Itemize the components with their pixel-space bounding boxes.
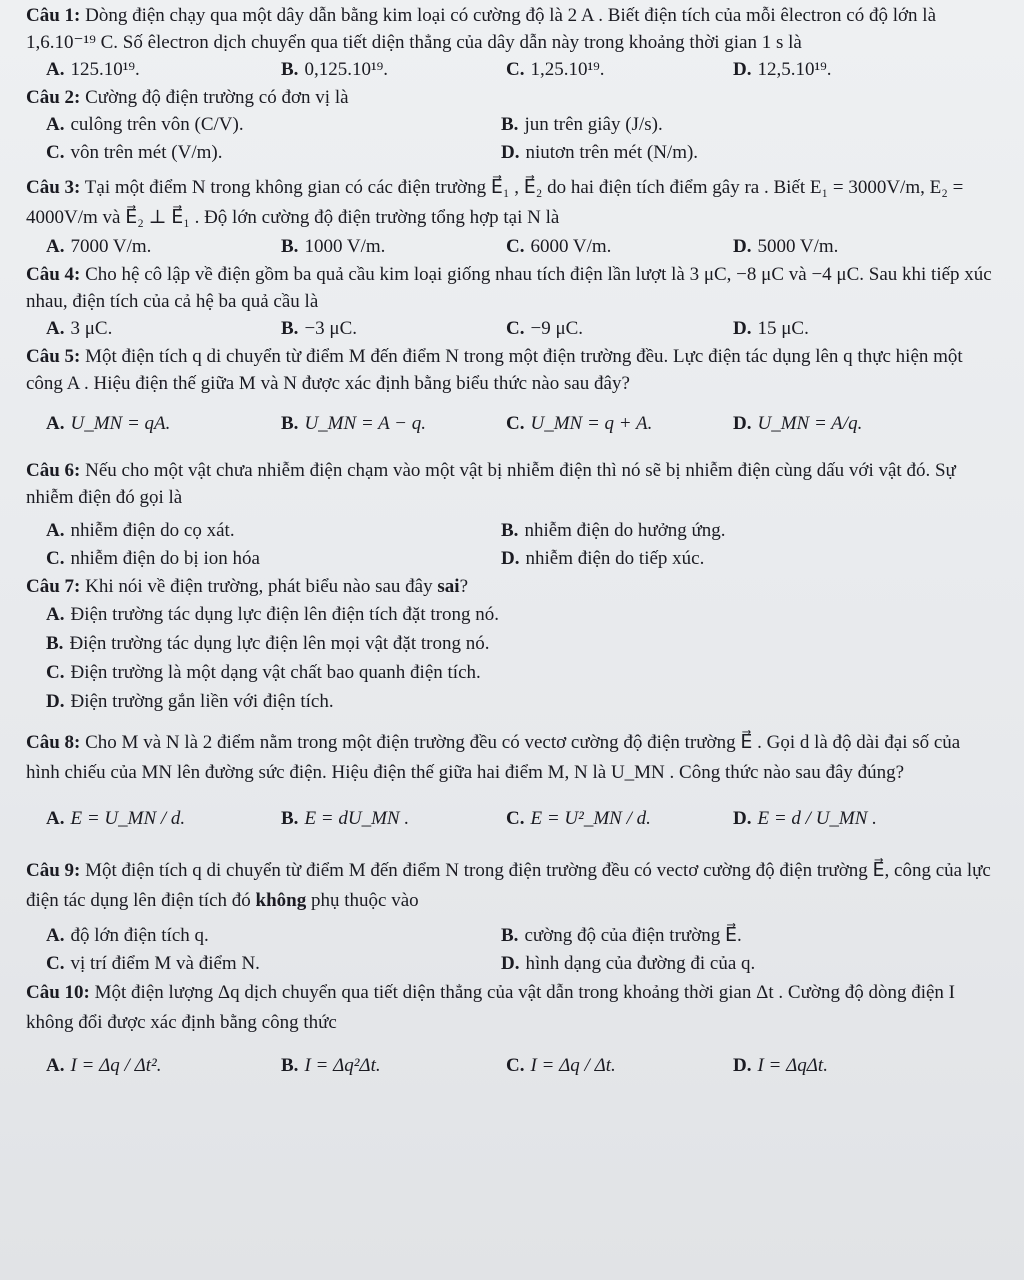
q10-option-c-text: I = Δq / Δt.: [530, 1055, 616, 1076]
q10-option-d-label: D.: [733, 1055, 752, 1076]
question-9-tail: phụ thuộc vào: [310, 890, 419, 911]
q1-option-d[interactable]: [733, 56, 953, 84]
q6-option-c-label: C.: [46, 548, 65, 569]
q3-option-a-label: A.: [46, 236, 65, 257]
q6-option-a-label: A.: [46, 520, 65, 541]
question-1-text: Dòng điện chạy qua một dây dẫn bằng kim loại có cường độ là 2 A . Biết điện tích của mỗi êlectron có độ lớn là 1,6.10⁻¹⁹ C. Số êlectron dịch chuyển qua tiết diện thẳng của dây dẫn này trong khoảng thời gian 1 s là: [26, 5, 937, 53]
q3-option-b[interactable]: [281, 233, 506, 261]
q3-option-c-text: 6000 V/m.: [530, 236, 612, 257]
q3-option-d[interactable]: [733, 233, 953, 261]
q3-option-c-label: C.: [506, 236, 525, 257]
q9-option-d-text: hình dạng của đường đi của q.: [525, 953, 756, 974]
q6-option-a[interactable]: [46, 517, 501, 545]
q1-option-d-text: 12,5.10¹⁹.: [757, 59, 832, 80]
q7-option-d-text: Điện trường gắn liền với điện tích.: [70, 691, 334, 712]
q6-option-d-text: nhiễm điện do tiếp xúc.: [525, 548, 705, 569]
q5-option-d[interactable]: [733, 397, 953, 451]
q5-option-d-label: D.: [733, 413, 752, 434]
q6-option-b[interactable]: [501, 517, 951, 545]
question-4-text: Cho hệ cô lập về điện gồm ba quả cầu kim loại giống nhau tích điện lần lượt là 3 μC, −8 μC và −4 μC. Sau khi tiếp xúc nhau, điện tích của cả hệ ba quả cầu là: [26, 264, 992, 312]
q4-option-c-label: C.: [506, 318, 525, 339]
q8-option-b[interactable]: [281, 788, 506, 850]
q9-option-a-text: độ lớn điện tích q.: [70, 925, 209, 946]
q9-option-c-label: C.: [46, 953, 65, 974]
q7-option-a[interactable]: [46, 600, 994, 629]
question-3: [26, 173, 994, 233]
q5-option-a-text: U_MN = qA.: [70, 413, 171, 434]
question-7: [26, 573, 994, 600]
q5-option-b-text: U_MN = A − q.: [304, 413, 426, 434]
q9-option-d-label: D.: [501, 953, 520, 974]
q8-option-b-label: B.: [281, 808, 299, 829]
q5-option-b[interactable]: [281, 397, 506, 451]
q3-option-d-label: D.: [733, 236, 752, 257]
q9-option-b[interactable]: [501, 922, 951, 950]
q2-option-b[interactable]: [501, 111, 951, 139]
question-6: [26, 457, 994, 511]
q4-option-d-text: 15 μC.: [757, 318, 809, 339]
q10-option-d-text: I = ΔqΔt.: [757, 1055, 828, 1076]
q9-option-c-text: vị trí điểm M và điểm N.: [70, 953, 260, 974]
q9-option-a-label: A.: [46, 925, 65, 946]
q1-option-a[interactable]: [46, 56, 281, 84]
q1-option-b[interactable]: [281, 56, 506, 84]
question-5-options: [26, 397, 994, 451]
question-8: [26, 728, 994, 788]
q2-option-d[interactable]: [501, 139, 951, 167]
question-3-text: Tại một điểm N trong không gian có các điện trường E⃗₁ , E⃗₂ do hai điện tích điểm gây ra . Biết E₁ = 3000V/m, E₂ = 4000V/m và E⃗₂ ⊥ E⃗₁ . Độ lớn cường độ điện trường tổng hợp tại N là: [26, 177, 964, 228]
q8-option-a-label: A.: [46, 808, 65, 829]
q4-option-d[interactable]: [733, 315, 953, 343]
q10-option-b-label: B.: [281, 1055, 299, 1076]
q1-option-b-text: 0,125.10¹⁹.: [304, 59, 389, 80]
question-3-options: [26, 233, 994, 261]
question-7-number: Câu 7:: [26, 576, 81, 597]
q6-option-d-label: D.: [501, 548, 520, 569]
question-8-options: [26, 788, 994, 850]
question-6-options: [26, 517, 994, 573]
q6-option-b-text: nhiễm điện do hưởng ứng.: [524, 520, 726, 541]
question-2-options: [26, 111, 994, 167]
q6-option-a-text: nhiễm điện do cọ xát.: [70, 520, 235, 541]
q4-option-c-text: −9 μC.: [530, 318, 584, 339]
question-4-options: [26, 315, 994, 343]
question-8-text: Cho M và N là 2 điểm nằm trong một điện trường đều có vectơ cường độ điện trường E⃗ . Gọi d là độ dài đại số của hình chiếu của MN lên đường sức điện. Hiệu điện thế giữa hai điểm M, N là U_MN . Công thức nào sau đây đúng?: [26, 732, 961, 783]
q2-option-d-text: niutơn trên mét (N/m).: [525, 142, 699, 163]
question-1-options: [26, 56, 994, 84]
q2-option-b-text: jun trên giây (J/s).: [524, 114, 663, 135]
q3-option-a-text: 7000 V/m.: [70, 236, 152, 257]
q7-option-d[interactable]: [46, 687, 994, 716]
q8-option-a[interactable]: [46, 788, 281, 850]
q7-option-b-label: B.: [46, 633, 64, 654]
question-9-options: [26, 922, 994, 978]
q5-option-c-text: U_MN = q + A.: [530, 413, 653, 434]
q8-option-d-label: D.: [733, 808, 752, 829]
q4-option-c[interactable]: [506, 315, 733, 343]
q8-option-d[interactable]: [733, 788, 953, 850]
q7-option-b[interactable]: [46, 629, 994, 658]
question-5-text: Một điện tích q di chuyển từ điểm M đến điểm N trong một điện trường đều. Lực điện tác dụng lên q thực hiện một công A . Hiệu điện thế giữa M và N được xác định bằng biểu thức nào sau đây?: [26, 346, 963, 394]
question-10-number: Câu 10:: [26, 982, 90, 1003]
q1-option-a-text: 125.10¹⁹.: [70, 59, 140, 80]
q2-option-c[interactable]: [46, 139, 501, 167]
question-2: [26, 84, 994, 111]
question-8-number: Câu 8:: [26, 732, 81, 753]
q10-option-c-label: C.: [506, 1055, 525, 1076]
q7-option-c-label: C.: [46, 662, 65, 683]
q2-option-a-text: culông trên vôn (C/V).: [70, 114, 244, 135]
q7-option-c-text: Điện trường là một dạng vật chất bao quanh điện tích.: [70, 662, 481, 683]
q8-option-c-label: C.: [506, 808, 525, 829]
q6-option-c[interactable]: [46, 545, 501, 573]
q4-option-d-label: D.: [733, 318, 752, 339]
q6-option-b-label: B.: [501, 520, 519, 541]
question-4: [26, 261, 994, 315]
q1-option-c[interactable]: [506, 56, 733, 84]
q1-option-c-label: C.: [506, 59, 525, 80]
question-9-text: Một điện tích q di chuyển từ điểm M đến điểm N trong điện trường đều có vectơ cường độ điện trường E⃗, công của lực điện tác dụng lên điện tích đó: [26, 860, 991, 911]
q10-option-c[interactable]: [506, 1038, 733, 1094]
q10-option-a-label: A.: [46, 1055, 65, 1076]
q2-option-c-label: C.: [46, 142, 65, 163]
q7-option-c[interactable]: [46, 658, 994, 687]
question-7-tail: ?: [459, 576, 468, 597]
q8-option-c[interactable]: [506, 788, 733, 850]
question-10-options: [26, 1038, 994, 1094]
q7-option-a-label: A.: [46, 604, 65, 625]
q4-option-b-label: B.: [281, 318, 299, 339]
q3-option-c[interactable]: [506, 233, 733, 261]
q6-option-d[interactable]: [501, 545, 951, 573]
q7-option-a-text: Điện trường tác dụng lực điện lên điện tích đặt trong nó.: [70, 604, 499, 625]
question-4-number: Câu 4:: [26, 264, 81, 285]
q9-option-a[interactable]: [46, 922, 501, 950]
q5-option-c-label: C.: [506, 413, 525, 434]
question-5: [26, 343, 994, 397]
q3-option-b-text: 1000 V/m.: [304, 236, 386, 257]
q5-option-b-label: B.: [281, 413, 299, 434]
q3-option-b-label: B.: [281, 236, 299, 257]
q1-option-b-label: B.: [281, 59, 299, 80]
q8-option-a-text: E = U_MN / d.: [70, 808, 186, 829]
q7-option-b-text: Điện trường tác dụng lực điện lên mọi vật đặt trong nó.: [69, 633, 490, 654]
q4-option-a-label: A.: [46, 318, 65, 339]
question-7-options: [26, 600, 994, 716]
q2-option-d-label: D.: [501, 142, 520, 163]
q5-option-a[interactable]: [46, 397, 281, 451]
q10-option-d[interactable]: [733, 1038, 953, 1094]
question-9-number: Câu 9:: [26, 860, 81, 881]
question-1: [26, 2, 994, 56]
q4-option-a-text: 3 μC.: [70, 318, 113, 339]
question-7-text: Khi nói về điện trường, phát biểu nào sau đây: [85, 576, 433, 597]
q9-option-d[interactable]: [501, 950, 951, 978]
question-3-number: Câu 3:: [26, 177, 81, 198]
q10-option-a[interactable]: [46, 1038, 281, 1094]
q5-option-a-label: A.: [46, 413, 65, 434]
q9-option-b-label: B.: [501, 925, 519, 946]
question-6-number: Câu 6:: [26, 460, 81, 481]
question-2-number: Câu 2:: [26, 87, 81, 108]
q4-option-b[interactable]: [281, 315, 506, 343]
q2-option-a[interactable]: [46, 111, 501, 139]
q8-option-d-text: E = d / U_MN .: [757, 808, 877, 829]
q10-option-b-text: I = Δq²Δt.: [304, 1055, 381, 1076]
q6-option-c-text: nhiễm điện do bị ion hóa: [70, 548, 260, 569]
q7-option-d-label: D.: [46, 691, 65, 712]
q9-option-c[interactable]: [46, 950, 501, 978]
question-5-number: Câu 5:: [26, 346, 81, 367]
q8-option-b-text: E = dU_MN .: [304, 808, 410, 829]
question-2-text: Cường độ điện trường có đơn vị là: [85, 87, 349, 108]
question-1-number: Câu 1:: [26, 5, 81, 26]
q1-option-a-label: A.: [46, 59, 65, 80]
question-6-text: Nếu cho một vật chưa nhiễm điện chạm vào một vật bị nhiễm điện thì nó sẽ bị nhiễm điện cùng dấu với vật đó. Sự nhiễm điện đó gọi là: [26, 460, 956, 508]
question-10-text: Một điện lượng Δq dịch chuyển qua tiết diện thẳng của vật dẫn trong khoảng thời gian Δt . Cường độ dòng điện I không đổi được xác định bằng công thức: [26, 982, 955, 1033]
q1-option-d-label: D.: [733, 59, 752, 80]
q2-option-c-text: vôn trên mét (V/m).: [70, 142, 223, 163]
question-9: [26, 856, 994, 916]
q8-option-c-text: E = U²_MN / d.: [530, 808, 651, 829]
question-10: [26, 978, 994, 1038]
q10-option-b[interactable]: [281, 1038, 506, 1094]
question-7-emphasis: sai: [437, 576, 460, 597]
q10-option-a-text: I = Δq / Δt².: [70, 1055, 162, 1076]
q2-option-a-label: A.: [46, 114, 65, 135]
q5-option-d-text: U_MN = A/q.: [757, 413, 863, 434]
q1-option-c-text: 1,25.10¹⁹.: [530, 59, 605, 80]
q4-option-a[interactable]: [46, 315, 281, 343]
q2-option-b-label: B.: [501, 114, 519, 135]
q4-option-b-text: −3 μC.: [304, 318, 358, 339]
q3-option-a[interactable]: [46, 233, 281, 261]
question-9-emphasis: không: [255, 890, 307, 911]
q3-option-d-text: 5000 V/m.: [757, 236, 839, 257]
q5-option-c[interactable]: [506, 397, 733, 451]
q9-option-b-text: cường độ của điện trường E⃗.: [524, 925, 742, 946]
